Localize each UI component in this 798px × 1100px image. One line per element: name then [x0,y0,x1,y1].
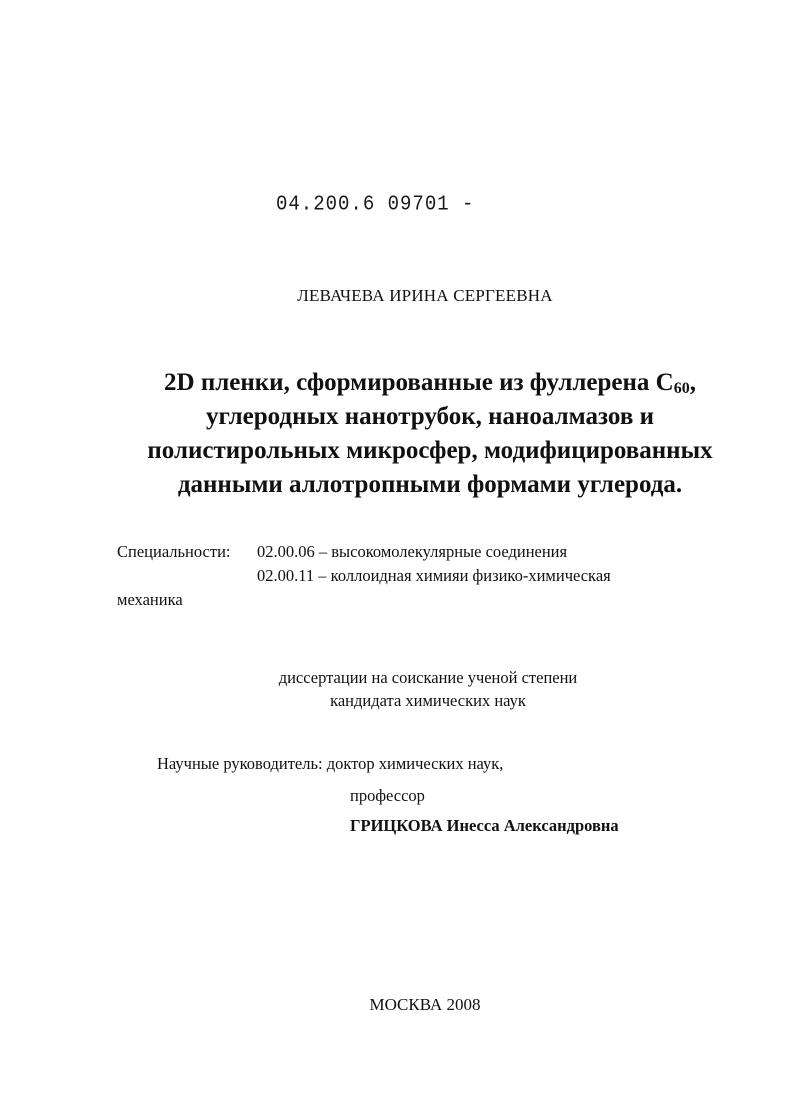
supervisor-line [157,754,503,774]
specialties-block [117,540,697,612]
degree-statement [0,666,798,712]
title-line-1: 2D пленки, сформированные из фуллерена $С_{60}$, [164,369,696,397]
specialty-item: 02.00.11 – коллоидная химияи физико-химическая [257,566,611,585]
supervisor-position: профессор [350,786,425,805]
author-name: ЛЕВАЧЕВА ИРИНА СЕРГЕЕВНА [297,286,553,305]
city-year: МОСКВА 2008 [369,995,481,1014]
registration-number: 04.200.6 09701 - [276,192,475,217]
title-line-2: углеродных нанотрубок, наноалмазов и [206,403,654,430]
specialty-item: 02.00.06 – высокомолекулярные соединения [257,542,568,561]
degree-line-1: диссертации на соискание ученой степени [278,668,578,687]
supervisor-label: Научные руководитель: [157,754,323,773]
title-line-3: полистирольных микросфер, модифицированных [147,437,713,464]
supervisor-name: ГРИЦКОВА Инесса Александровна [350,816,619,835]
supervisor-degree: доктор химических наук, [326,754,504,773]
specialty-continuation: механика [117,590,183,609]
title-line-4: данными аллотропными формами углерода. [177,471,683,498]
title-subscript: 60 [673,380,690,397]
degree-line-2: кандидата химических наук [330,691,526,710]
dissertation-title [100,366,760,502]
specialties-label: Специальности: [117,542,231,561]
